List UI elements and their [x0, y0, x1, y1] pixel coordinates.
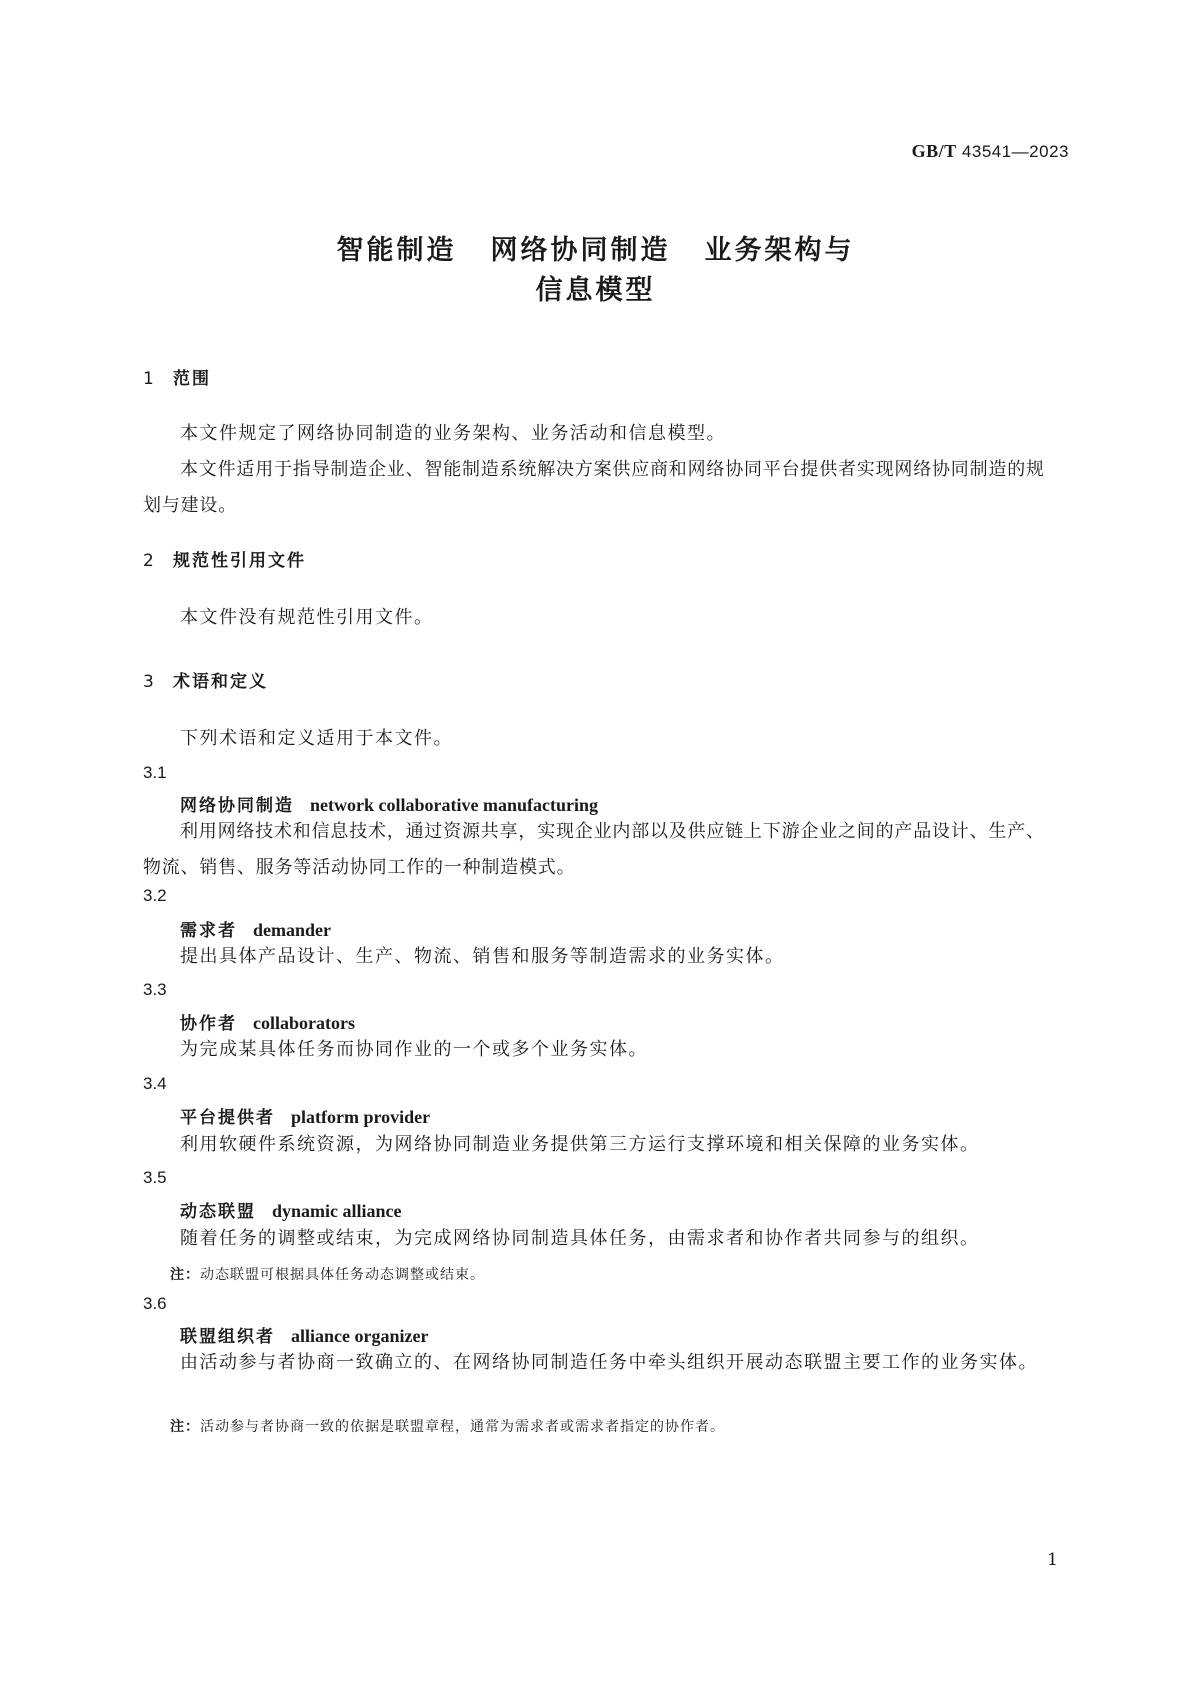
standard-number: 43541—2023 [961, 142, 1069, 161]
note-text: 活动参与者协商一致的依据是联盟章程，通常为需求者或需求者指定的协作者。 [200, 1419, 725, 1435]
term-title [180, 1103, 430, 1128]
note-label: 注： [170, 1419, 200, 1435]
section-number: 2 [143, 551, 154, 571]
term-en: demander [253, 920, 331, 940]
term-definition: 利用网络技术和信息技术，通过资源共享，实现企业内部以及供应链上下游企业之间的产品设计、生产、物流、销售、服务等活动协同工作的一种制造模式。 [143, 821, 1045, 878]
term-number: 3.1 [143, 763, 167, 782]
term-definition: 由活动参与者协商一致确立的、在网络协同制造任务中牵头组织开展动态联盟主要工作的业务实体。 [180, 1352, 1038, 1373]
term-en: platform provider [291, 1107, 431, 1127]
term-zh: 协作者 [180, 1014, 237, 1034]
title-part: 网络协同制造 [490, 235, 671, 266]
term-zh: 需求者 [180, 921, 237, 941]
section-number: 3 [143, 672, 154, 692]
document-title-line-2: 信息模型 [535, 275, 656, 306]
standard-code [912, 141, 1069, 162]
term-definition: 提出具体产品设计、生产、物流、销售和服务等制造需求的业务实体。 [180, 946, 785, 967]
paragraph: 本文件没有规范性引用文件。 [180, 607, 434, 628]
page-number: 1 [1047, 1550, 1058, 1570]
standard-prefix: GB/T [911, 141, 957, 161]
section-heading [143, 546, 306, 571]
note-text: 动态联盟可根据具体任务动态调整或结束。 [200, 1267, 485, 1283]
term-number: 3.3 [143, 980, 167, 999]
term-definition: 利用软硬件系统资源，为网络协同制造业务提供第三方运行支撑环境和相关保障的业务实体。 [180, 1134, 980, 1155]
term-title [180, 1197, 402, 1222]
term-number: 3.2 [143, 886, 167, 905]
term-title [180, 1009, 355, 1034]
term-zh: 平台提供者 [180, 1108, 275, 1128]
term-number: 3.6 [143, 1294, 167, 1313]
term-en: network collaborative manufacturing [310, 795, 598, 815]
term-en: alliance organizer [291, 1326, 429, 1346]
paragraph: 本文件规定了网络协同制造的业务架构、业务活动和信息模型。 [180, 423, 726, 444]
title-part: 智能制造 [336, 235, 457, 266]
term-definition: 随着任务的调整或结束，为完成网络协同制造具体任务，由需求者和协作者共同参与的组织。 [180, 1228, 980, 1249]
section-title: 范围 [173, 369, 211, 389]
term-en: dynamic alliance [272, 1201, 402, 1221]
section-title: 规范性引用文件 [173, 551, 306, 571]
note-label: 注： [170, 1267, 200, 1283]
paragraph: 下列术语和定义适用于本文件。 [180, 728, 453, 749]
term-number: 3.5 [143, 1168, 167, 1187]
paragraph: 本文件适用于指导制造企业、智能制造系统解决方案供应商和网络协同平台提供者实现网络协同制造的规划与建设。 [143, 459, 1045, 516]
term-title [180, 916, 331, 941]
term-zh: 动态联盟 [180, 1202, 256, 1222]
term-note [170, 1264, 485, 1284]
term-number: 3.4 [143, 1074, 167, 1093]
document-title-line-1 [0, 228, 1191, 267]
title-part: 业务架构与 [704, 235, 855, 266]
term-title [180, 1322, 428, 1347]
term-note [170, 1416, 725, 1436]
section-number: 1 [143, 369, 154, 389]
section-heading [143, 667, 268, 692]
term-title [180, 791, 598, 816]
section-heading [143, 364, 211, 389]
term-zh: 联盟组织者 [180, 1327, 275, 1347]
section-title: 术语和定义 [173, 672, 268, 692]
term-zh: 网络协同制造 [180, 796, 294, 816]
term-en: collaborators [253, 1013, 355, 1033]
term-definition: 为完成某具体任务而协同作业的一个或多个业务实体。 [180, 1039, 648, 1060]
